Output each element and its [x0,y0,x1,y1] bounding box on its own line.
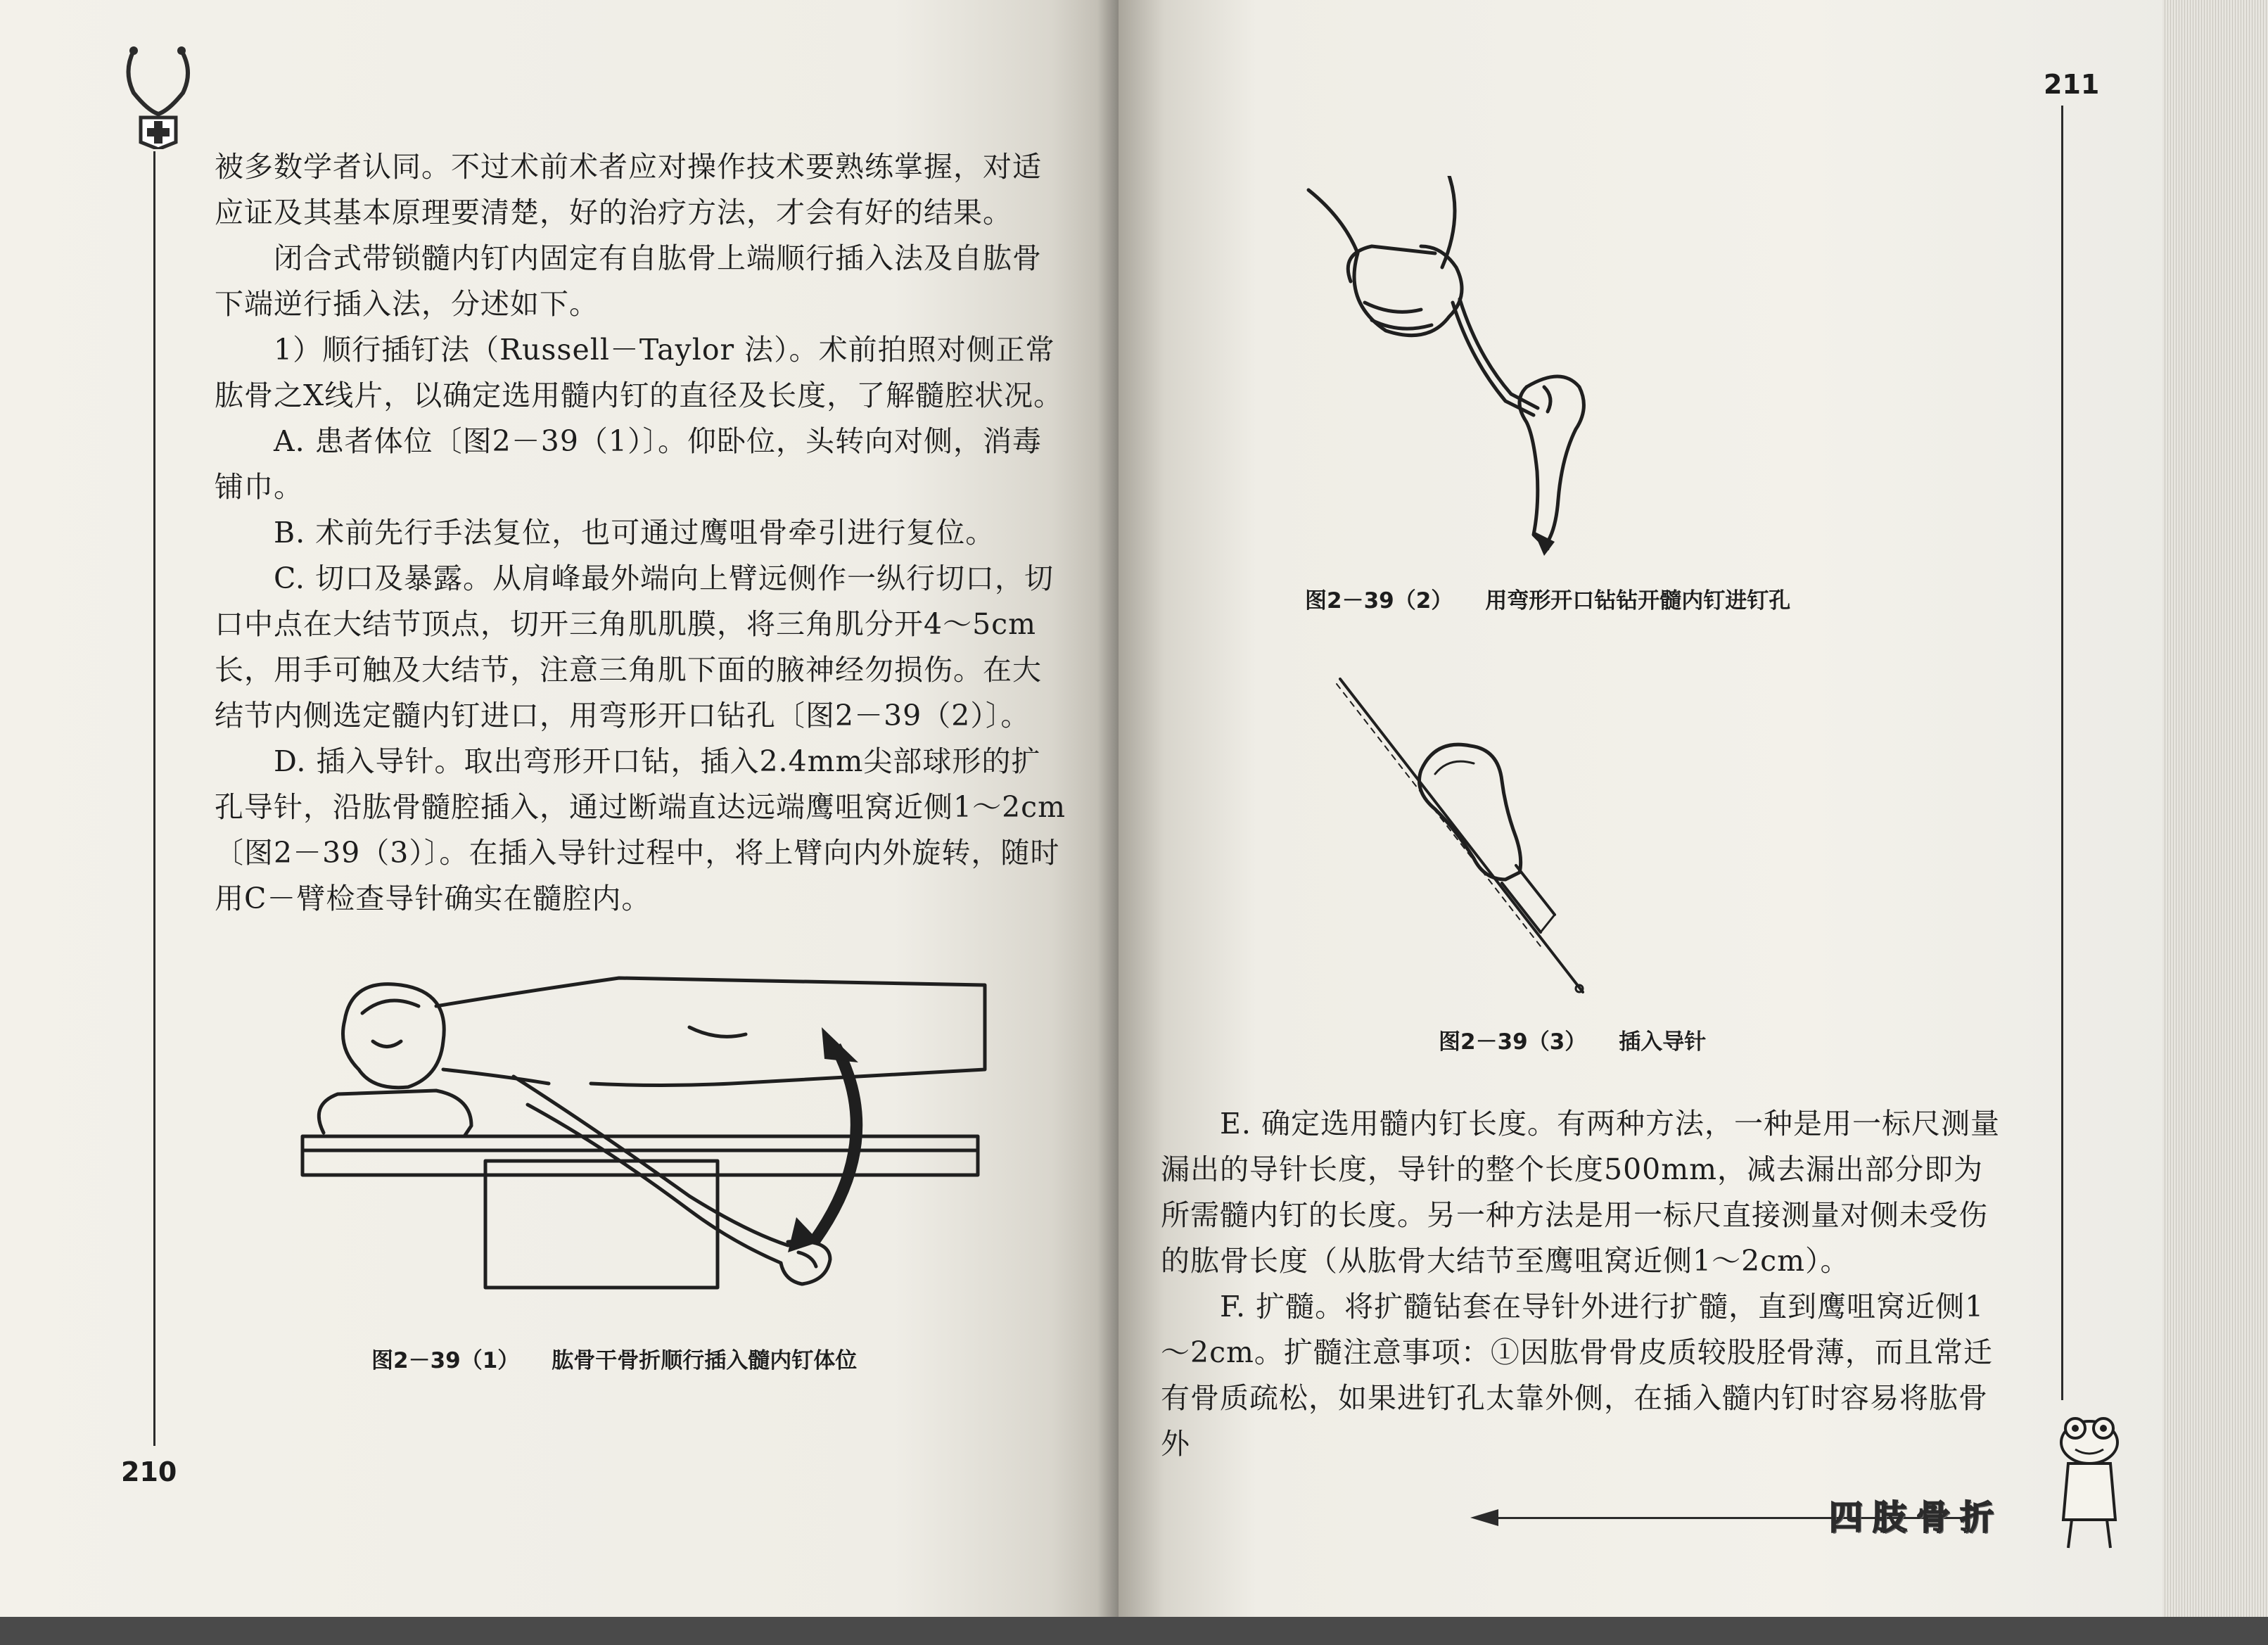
paragraph: 被多数学者认同。不过术前术者应对操作技术要熟练掌握，对适应证及其基本原理要清楚，好的治疗方法，才会有好的结果。 [215,150,1042,229]
curved-awl-illustration [1301,176,1597,570]
stethoscope-logo-icon [120,44,197,149]
paragraph: 闭合式带锁髓内钉内固定有自肱骨上端顺行插入法及自肱骨下端逆行插入法，分述如下。 [215,241,1042,321]
background-band [0,1617,2268,1645]
left-arrow-icon [1470,1509,1498,1526]
paragraph: F. 扩髓。将扩髓钻套在导针外进行扩髓，直到鹰咀窝近侧1～2cm。扩髓注意事项：①因肱骨骨皮质较股胫骨薄，而且常迁有骨质疏松，如果进钉孔太靠外侧，在插入髓内钉时容易将肱骨外 [1161,1290,1993,1461]
left-margin-rule [153,151,155,1446]
right-body-text [1161,1101,2008,1467]
right-page [1119,0,2268,1645]
figure-3-label: 图2－39（3） [1439,1029,1587,1055]
figure-1-caption [371,1342,857,1374]
figure-3-title: 插入导针 [1619,1029,1707,1055]
paragraph: E. 确定选用髓内钉长度。有两种方法，一种是用一标尺测量漏出的导针长度，导针的整个长度500mm，减去漏出部分即为所需髓内钉的长度。另一种方法是用一标尺直接测量对侧未受伤的肱骨长度（从肱骨大结节至鹰咀窝近侧1～2cm）。 [1161,1107,2000,1278]
figure-2-label: 图2－39（2） [1305,588,1453,614]
page-number-right: 211 [2044,69,2100,100]
figure-1-label: 图2－39（1） [371,1348,520,1373]
paragraph: 1）顺行插钉法（Russell－Taylor 法）。术前拍照对侧正常肱骨之X线片，以确定选用髓内钉的直径及长度，了解髓腔状况。 [215,333,1064,412]
guide-pin-illustration [1330,668,1597,1006]
section-tag: 四肢骨折 [1829,1498,2004,1537]
patient-position-illustration [295,964,999,1302]
left-page [0,0,1119,1645]
figure-2-caption [1305,583,1790,614]
right-margin-rule [2061,106,2063,1400]
paragraph: B. 术前先行手法复位，也可通过鹰咀骨牵引进行复位。 [274,516,995,550]
figure-1-title: 肱骨干骨折顺行插入髓内钉体位 [552,1348,858,1373]
page-number-left: 210 [121,1456,177,1487]
frog-doctor-mascot-icon [2051,1414,2128,1555]
paragraph: A. 患者体位〔图2－39（1）〕。仰卧位，头转向对侧，消毒铺巾。 [215,424,1043,504]
figure-2-title: 用弯形开口钻钻开髓内钉进钉孔 [1485,588,1791,614]
left-body-text [215,144,1069,922]
page-edges [2162,0,2268,1645]
paragraph: D. 插入导针。取出弯形开口钻，插入2.4mm尖部球形的扩孔导针，沿肱骨髓腔插入，通过断端直达远端鹰咀窝近侧1～2cm〔图2－39（3）〕。在插入导针过程中，将上臂向内外旋转，随时用C－臂检查导针确实在髓腔内。 [215,744,1066,915]
figure-3-caption [1439,1024,1706,1055]
paragraph: C. 切口及暴露。从肩峰最外端向上臂远侧作一纵行切口，切口中点在大结节顶点，切开三角肌肌膜，将三角肌分开4～5cm长，用手可触及大结节，注意三角肌下面的腋神经勿损伤。在大结节内侧选定髓内钉进口，用弯形开口钻孔〔图2－39（2）〕。 [215,561,1054,732]
